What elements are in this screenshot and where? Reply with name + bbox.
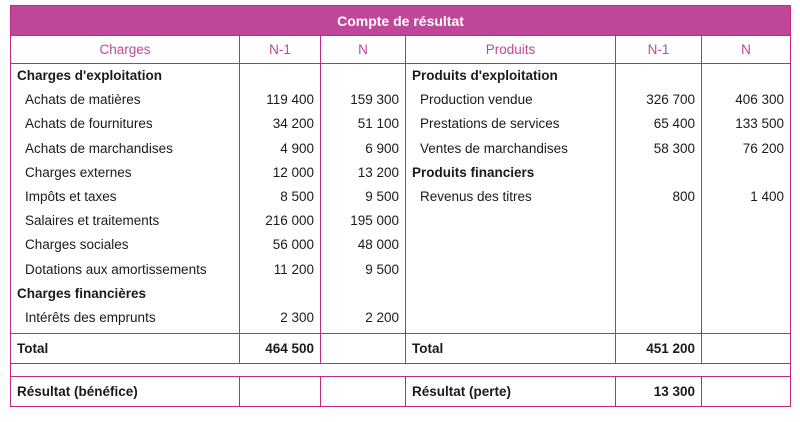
produits-n1-values: [616, 64, 702, 334]
produit-item-n: 1 400: [750, 188, 785, 204]
produit-item-label: Prestations de services: [420, 116, 560, 132]
resultat-benefice-n1: [240, 377, 321, 407]
charge-item-n: 195 000: [350, 213, 399, 229]
produit-item-n: [708, 64, 784, 88]
charge-item-n1: [246, 64, 314, 88]
header-charges-n: N: [321, 36, 406, 64]
produits-n-values: [702, 64, 791, 334]
resultat-benefice-n: [321, 377, 406, 407]
charge-item-n1: 119 400: [266, 92, 314, 108]
produit-item-n: 406 300: [735, 92, 785, 108]
charge-item-n: 51 100: [357, 116, 399, 132]
charge-item-n1: 4 900: [280, 140, 314, 156]
charge-item-n1: 34 200: [272, 116, 314, 132]
produit-item-n1: [622, 64, 695, 88]
charge-item-n1: [246, 282, 314, 306]
resultat-perte-label: Résultat (perte): [406, 377, 616, 407]
produit-item-n1: 800: [672, 188, 695, 204]
produit-item-label: Revenus des titres: [420, 188, 532, 204]
produit-item-n1: [622, 161, 695, 185]
charges-n-values: [321, 64, 406, 334]
charges-labels: [11, 64, 240, 334]
produit-item-n1: 326 700: [646, 92, 695, 108]
produit-item-n: [708, 161, 784, 185]
charge-item-n: 13 200: [357, 164, 399, 180]
charge-item-n1: 8 500: [280, 188, 314, 204]
charge-item-label: Achats de matières: [25, 92, 141, 108]
charge-item-n: [327, 64, 399, 88]
produit-item-n: 76 200: [742, 140, 785, 156]
header-charges: Charges: [11, 36, 240, 64]
header-produits-n1: N-1: [616, 36, 702, 64]
total-produits-label: Total: [406, 334, 616, 364]
charge-item-label: Achats de marchandises: [25, 140, 173, 156]
charge-item-n: 9 500: [365, 188, 399, 204]
produit-item-n1: 58 300: [653, 140, 695, 156]
produit-item-label: Ventes de marchandises: [420, 140, 568, 156]
resultat-benefice-label: Résultat (bénéfice): [11, 377, 240, 407]
produit-item-n: 133 500: [735, 116, 785, 132]
produit-item-n1: 65 400: [653, 116, 695, 132]
charge-item-n: 9 500: [365, 261, 399, 277]
charges-n1-values: [240, 64, 321, 334]
charge-item-label: Salaires et traitements: [25, 213, 160, 229]
produits-labels: [406, 64, 616, 334]
charge-item-n: 48 000: [357, 237, 399, 253]
charge-item-n1: 56 000: [272, 237, 314, 253]
charge-item-label: Intérêts des emprunts: [25, 309, 156, 325]
total-charges-n: [321, 334, 406, 364]
charge-item-label: Achats de fournitures: [25, 116, 153, 132]
charge-item-label: Charges sociales: [25, 237, 129, 253]
total-produits-n: [702, 334, 791, 364]
charge-item-n: 6 900: [365, 140, 399, 156]
charge-item-n: 159 300: [350, 92, 399, 108]
produit-section-title: Produits financiers: [412, 164, 535, 180]
charge-item-label: Dotations aux amortissements: [25, 261, 207, 277]
row-spacer: [11, 364, 791, 377]
charge-item-label: Charges externes: [25, 164, 132, 180]
total-charges-label: Total: [11, 334, 240, 364]
header-charges-n1: N-1: [240, 36, 321, 64]
charge-section-title: Charges financières: [17, 285, 147, 301]
income-statement-table: [10, 5, 791, 407]
charge-item-n: 2 200: [365, 309, 399, 325]
table-title: Compte de résultat: [11, 6, 791, 36]
produit-section-title: Produits d'exploitation: [412, 68, 558, 83]
charge-item-n1: 2 300: [280, 309, 314, 325]
charge-item-n: [327, 282, 399, 306]
charge-item-label: Impôts et taxes: [25, 188, 117, 204]
total-charges-n1: 464 500: [240, 334, 321, 364]
charge-item-n1: 12 000: [272, 164, 314, 180]
charge-item-n1: 216 000: [265, 213, 314, 229]
charge-section-title: Charges d'exploitation: [17, 68, 162, 83]
header-produits: Produits: [406, 36, 616, 64]
resultat-perte-n: [702, 377, 791, 407]
resultat-perte-n1: 13 300: [616, 377, 702, 407]
charge-item-n1: 11 200: [273, 261, 314, 277]
produit-item-label: Production vendue: [420, 92, 533, 108]
header-produits-n: N: [702, 36, 791, 64]
total-produits-n1: 451 200: [616, 334, 702, 364]
